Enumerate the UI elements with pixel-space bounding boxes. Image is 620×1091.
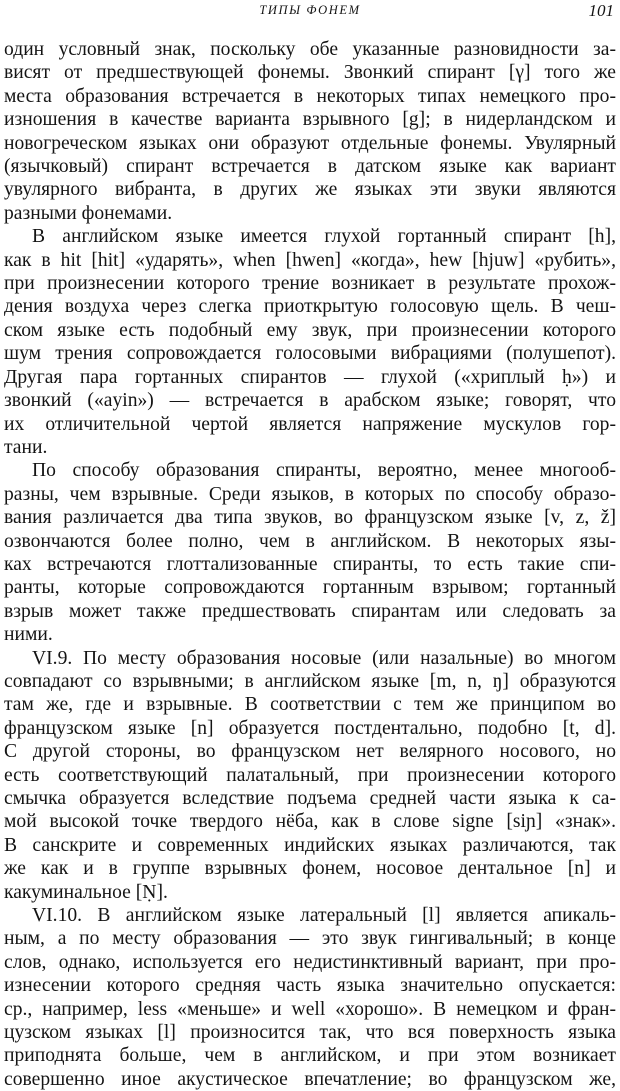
text-line: там же, где и взрывные. В соответствии с тем же принципом во: [4, 694, 616, 716]
text-line: новогреческом языках они образуют отдельные фонемы. Увулярный: [4, 132, 616, 154]
text-line: ском языке есть подобный ему звук, при произнесении которого: [4, 319, 616, 341]
text-line: дения воздуха через слегка приоткрытую голосовую щель. В чеш-: [4, 296, 616, 318]
text-line: висят от предшествующей фонемы. Звонкий спирант [γ] того же: [4, 62, 616, 84]
text-line: места образования встречается в некоторых типах немецкого про-: [4, 85, 616, 107]
text-line: какуминальное [Ṇ].: [4, 881, 168, 903]
text-line: VI.10. В английском языке латеральный [l] является апикаль-: [32, 905, 616, 927]
text-line: В санскрите и современных индийских языках различаются, так: [4, 834, 616, 856]
body-text: [4, 38, 616, 1091]
text-line: Другая пара гортанных спирантов — глухой («хриплый ḥ») и: [4, 366, 616, 388]
text-line: французском языке [n] образуется постдентально, подобно [t, d].: [4, 717, 616, 739]
text-line: как в hit [hit] «ударять», when [hwen] «когда», hew [hjuw] «рубить»,: [4, 249, 616, 271]
text-line: В английском языке имеется глухой гортанный спирант [h],: [32, 226, 616, 248]
text-line: шум трения сопровождается голосовыми вибрациями (полушепот).: [4, 343, 616, 365]
text-line: приподнята больше, чем в английском, и при этом возникает: [4, 1045, 616, 1067]
text-line: озвончаются более полно, чем в английском. В некоторых язы-: [4, 530, 616, 552]
text-line: мой высокой точке твердого нёба, как в слове signe [siɲ] «знак».: [4, 811, 616, 833]
text-line: их отличительной чертой является напряжение мускулов гор-: [4, 413, 616, 435]
page-number: 101: [588, 1, 614, 20]
running-title: ТИПЫ ФОНЕМ: [259, 3, 361, 17]
text-line: есть соответствующий палатальный, при произнесении которого: [4, 764, 616, 786]
text-line: взрыв может также предшествовать спирантам или следовать за: [4, 600, 616, 622]
text-line: цузском языках [l] произносится так, что вся поверхность языка: [4, 1022, 616, 1044]
text-line: совершенно иное акустическое впечатление; во французском же,: [4, 1068, 616, 1090]
text-line: звонкий («ayin») — встречается в арабском языке; говорят, что: [4, 390, 616, 412]
running-head: [0, 1, 620, 23]
text-line: ними.: [4, 624, 53, 646]
text-line: По способу образования спиранты, вероятно, менее многооб-: [32, 460, 616, 482]
text-line: (язычковый) спирант встречается в датском языке как вариант: [4, 156, 616, 178]
text-line: вания различается два типа звуков, во французском языке [v, z, ž]: [4, 507, 616, 529]
text-line: VI.9. По месту образования носовые (или назальные) во многом: [32, 647, 616, 669]
text-line: С другой стороны, во французском нет велярного носового, но: [4, 741, 616, 763]
text-line: смычка образуется вследствие подъема средней части языка к са-: [4, 788, 616, 809]
text-line: увулярного вибранта, в других же языках эти звуки являются: [4, 179, 616, 201]
text-line: разными фонемами.: [4, 202, 173, 224]
text-line: тани.: [4, 436, 48, 458]
text-line: при произнесении которого трение возникает в результате прохож-: [4, 273, 616, 295]
text-line: ранты, которые сопровождаются гортанным взрывом; гортанный: [4, 577, 616, 599]
text-line: же как и в группе взрывных фонем, носовое дентальное [n] и: [4, 858, 616, 880]
text-line: совпадают со взрывными; в английском языке [m, n, ŋ] образуются: [4, 670, 616, 692]
text-line: один условный знак, поскольку обе указанные разновидности за-: [4, 39, 616, 60]
text-line: разны, чем взрывные. Среди языков, в которых по способу образо-: [4, 483, 616, 505]
text-line: ках встречаются глоттализованные спиранты, то есть такие спи-: [4, 553, 616, 575]
text-line: ным, а по месту образования — это звук гингивальный; в конце: [4, 928, 616, 950]
text-line: ср., например, less «меньше» и well «хорошо». В немецком и фран-: [4, 998, 616, 1020]
text-line: слов, однако, используется его недистинктивный вариант, при про-: [4, 951, 616, 973]
text-line: изношения в качестве варианта взрывного [g]; в нидерландском и: [4, 109, 616, 131]
text-line: изнесении которого средняя часть языка значительно опускается:: [4, 975, 616, 997]
